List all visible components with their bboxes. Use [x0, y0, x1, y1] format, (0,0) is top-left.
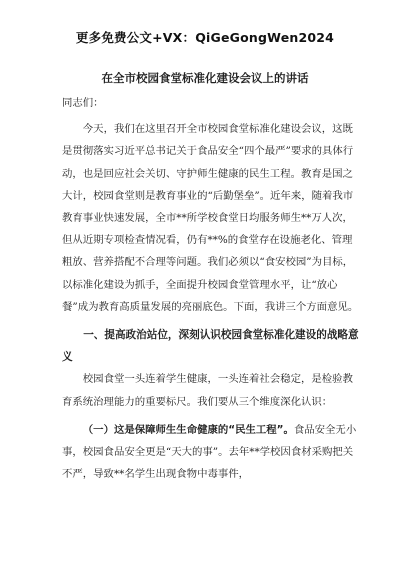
- document-title: 在全市校园食堂标准化建设会议上的讲话: [101, 71, 309, 85]
- document-body: [62, 92, 362, 485]
- watermark-text: 更多免费公文+VX：QiGeGongWen2024: [75, 30, 335, 45]
- section-heading-1: 一、提高政治站位，深刻认识校园食堂标准化建设的战略意义: [62, 329, 359, 364]
- paragraph-1: 今天，我们在这里召开全市校园食堂标准化建设会议，这既是贯彻落实习近平总书记关于食品安全“四个最严”要求的具体行动，也是回应社会关切、守护师生健康的民生工程。教育是国之大计，校园食堂则是教育事业的“后勤堡垒”。近年来，随着我市教育事业快速发展，全市**所学校食堂日均服务师生**万人次，但从近期专项检查情况看，仍有**%的食堂存在设施老化、管理粗放、营养搭配不合理等问题。我们必须以“食安校园”为目标，以标准化建设为抓手，全面提升校园食堂管理水平，让“放心餐”成为教育高质量发展的亮丽底色。下面，我讲三个方面意见。: [62, 123, 359, 313]
- paragraph-3: [62, 419, 362, 486]
- greeting: 同志们：: [62, 97, 104, 109]
- paragraph-3-text: 食品安全无小事，校园食品安全更是“天大的事”。去年**学校因食材采购把关不严，导致**名学生出现食物中毒事件，: [62, 423, 357, 481]
- subheading-1: （一）这是保障师生生命健康的“民生工程”。: [82, 423, 294, 436]
- paragraph-2: 校园食堂一头连着学生健康，一头连着社会稳定，是检验教育系统治理能力的重要标尺。我们要从三个维度深化认识：: [62, 373, 353, 408]
